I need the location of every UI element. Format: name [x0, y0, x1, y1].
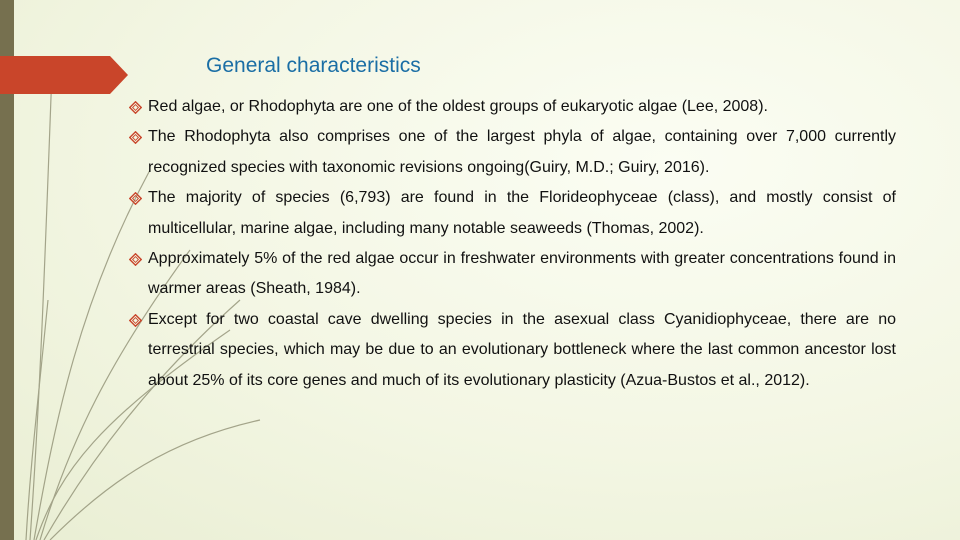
bullet-item — [129, 305, 896, 396]
diamond-outline-icon — [129, 192, 142, 205]
title-accent-tab — [0, 56, 128, 94]
bullet-text: Except for two coastal cave dwelling species in the asexual class Cyanidiophyceae, there are no terrestrial species, which may be due to an evolutionary bottleneck where the last common ancestor lost about 25% of its core genes and much of its evolutionary plasticity (Azua-Bustos et al., 2012). — [148, 310, 896, 389]
bullet-text: Red algae, or Rhodophyta are one of the oldest groups of eukaryotic algae (Lee, 2008). — [148, 98, 768, 115]
bullet-item — [129, 244, 896, 305]
bullet-text: Approximately 5% of the red algae occur in freshwater environments with greater concentrations found in warmer areas (Sheath, 1984). — [148, 250, 896, 298]
diamond-outline-icon — [129, 131, 142, 144]
bullet-list — [129, 92, 896, 396]
bullet-text: The majority of species (6,793) are found in the Florideophyceae (class), and mostly consist of multicellular, marine algae, including many notable seaweeds (Thomas, 2002). — [148, 189, 896, 237]
diamond-outline-icon — [129, 253, 142, 266]
bullet-item — [129, 92, 896, 122]
diamond-outline-icon — [129, 101, 142, 114]
bullet-item — [129, 122, 896, 183]
bullet-item — [129, 183, 896, 244]
slide-title: General characteristics — [206, 54, 421, 77]
bullet-text: The Rhodophyta also comprises one of the largest phyla of algae, containing over 7,000 currently recognized species with taxonomic revisions ongoing(Guiry, M.D.; Guiry, 2016). — [148, 128, 896, 176]
diamond-outline-icon — [129, 314, 142, 327]
